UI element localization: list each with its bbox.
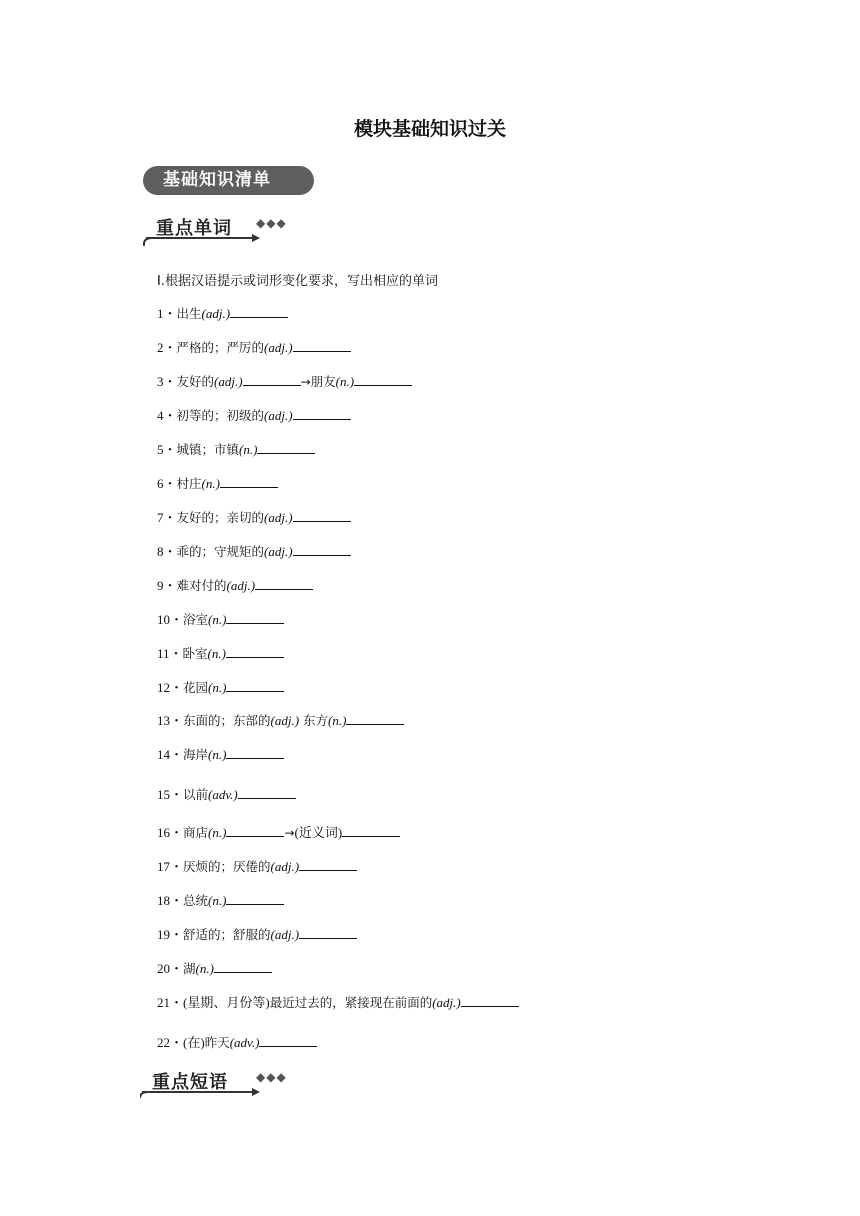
answer-blank[interactable] [226,746,284,759]
item-number: 9・ [157,578,177,593]
word-item [157,337,351,356]
word-item [157,924,357,943]
part-of-speech: (adj.) [270,859,300,874]
item-text: 村庄 [176,476,202,491]
item-number: 7・ [157,510,177,525]
part-of-speech: (adj.) [270,713,300,728]
answer-blank[interactable] [226,611,284,624]
part-of-speech: (adj.) [270,927,300,942]
answer-blank[interactable] [220,475,278,488]
item-note: (星期、月份等) [183,995,270,1010]
answer-blank[interactable] [299,926,357,939]
part-of-speech: (adj.) [226,578,256,593]
item-text: 最近过去的，紧接现在前面的 [269,995,433,1010]
item-text: 出生 [176,306,202,321]
item-number: 16・ [157,825,184,840]
section-banner: 基础知识清单 [143,166,314,195]
word-item [157,710,404,729]
part-of-speech: (n.) [208,825,227,840]
word-item [157,1032,317,1051]
item-text: 严格的；严厉的 [176,340,265,355]
word-item [157,958,272,977]
word-item [157,890,284,909]
section-label: 重点单词 [156,218,232,239]
word-item [157,371,412,390]
item-number: 12・ [157,680,184,695]
answer-blank[interactable] [342,824,400,837]
item-text: 海岸 [183,747,209,762]
part-of-speech: (n.) [328,713,347,728]
item-number: 18・ [157,893,184,908]
word-item [157,992,519,1011]
answer-blank[interactable] [293,407,351,420]
arrow-icon: → [284,826,295,840]
item-number: 22・ [157,1035,184,1050]
answer-blank[interactable] [214,960,272,973]
word-item [157,575,313,594]
item-text: 朋友 [310,374,336,389]
item-number: 15・ [157,787,184,802]
part-of-speech: (n.) [195,961,214,976]
part-of-speech: (n.) [208,893,227,908]
item-text: 友好的 [176,374,215,389]
item-text: 总统 [183,893,209,908]
answer-blank[interactable] [299,858,357,871]
answer-blank[interactable] [238,786,296,799]
part-of-speech: (adj.) [264,340,293,355]
instruction: Ⅰ.根据汉语提示或词形变化要求，写出相应的单词 [157,274,438,289]
answer-blank[interactable] [293,339,351,352]
item-number: 2・ [157,340,177,355]
answer-blank[interactable] [354,373,412,386]
key-words-heading [140,214,340,248]
word-item [157,677,284,696]
item-number: 19・ [157,927,184,942]
part-of-speech: (n.) [207,646,226,661]
item-text: 舒适的；舒服的 [183,927,271,942]
answer-blank[interactable] [293,509,351,522]
part-of-speech: (n.) [239,442,258,457]
diamond-icon: ◆◆◆ [256,216,287,230]
word-item [157,439,315,458]
item-number: 1・ [157,306,177,321]
part-of-speech: (n.) [208,680,227,695]
item-text: 东面的；东部的 [183,713,271,728]
item-text: 友好的；亲切的 [176,510,265,525]
item-number: 13・ [157,713,184,728]
part-of-speech: (n.) [208,612,227,627]
item-number: 3・ [157,374,177,389]
item-number: 20・ [157,961,184,976]
answer-blank[interactable] [226,645,284,658]
part-of-speech: (adv.) [229,1035,260,1050]
answer-blank[interactable] [346,712,404,725]
item-number: 4・ [157,408,177,423]
diamond-icon: ◆◆◆ [256,1070,287,1084]
item-text: 初等的；初级的 [176,408,265,423]
word-item [157,303,288,322]
item-number: 11・ [157,646,183,661]
word-item [157,507,351,526]
item-text: 厌烦的；厌倦的 [183,859,271,874]
answer-blank[interactable] [230,305,288,318]
item-text: 花园 [183,680,209,695]
part-of-speech: (adj.) [264,510,293,525]
item-note: (在) [183,1035,205,1050]
part-of-speech: (adj.) [432,995,461,1010]
part-of-speech: (adj.) [264,408,293,423]
item-number: 5・ [157,442,177,457]
word-item [157,822,400,841]
key-phrases-heading [140,1068,340,1102]
item-text: 城镇；市镇 [176,442,240,457]
item-number: 8・ [157,544,177,559]
answer-blank[interactable] [293,543,351,556]
item-note: (近义词) [294,825,343,840]
answer-blank[interactable] [226,824,284,837]
word-item [157,609,284,628]
item-text: 以前 [183,787,209,802]
page-title: 模块基础知识过关 [353,118,506,140]
item-number: 21・ [157,995,184,1010]
part-of-speech: (n.) [208,747,227,762]
arrow-icon: → [300,375,311,389]
item-text: 乖的；守规矩的 [176,544,265,559]
item-text: 卧室 [182,646,208,661]
item-text: 湖 [183,961,196,976]
word-item [157,643,284,662]
item-text: 东方 [299,713,329,728]
item-number: 10・ [157,612,184,627]
answer-blank[interactable] [259,1034,317,1047]
word-item [157,541,351,560]
part-of-speech: (adj.) [264,544,293,559]
word-item [157,744,284,763]
answer-blank[interactable] [257,441,315,454]
answer-blank[interactable] [255,577,313,590]
section-label: 重点短语 [152,1072,228,1093]
part-of-speech: (n.) [335,374,355,389]
answer-blank[interactable] [226,679,284,692]
word-item [157,473,278,492]
answer-blank[interactable] [461,994,519,1007]
item-text: 昨天 [204,1035,230,1050]
item-text: 商店 [183,825,209,840]
item-number: 14・ [157,747,184,762]
item-number: 6・ [157,476,177,491]
word-item [157,784,296,803]
part-of-speech: (adv.) [208,787,238,802]
item-text: 难对付的 [176,578,227,593]
part-of-speech: (n.) [201,476,220,491]
word-item [157,856,357,875]
item-number: 17・ [157,859,184,874]
answer-blank[interactable] [226,892,284,905]
answer-blank[interactable] [243,373,301,386]
part-of-speech: (adj.) [201,306,231,321]
part-of-speech: (adj.) [214,374,243,389]
word-item [157,405,351,424]
item-text: 浴室 [183,612,209,627]
